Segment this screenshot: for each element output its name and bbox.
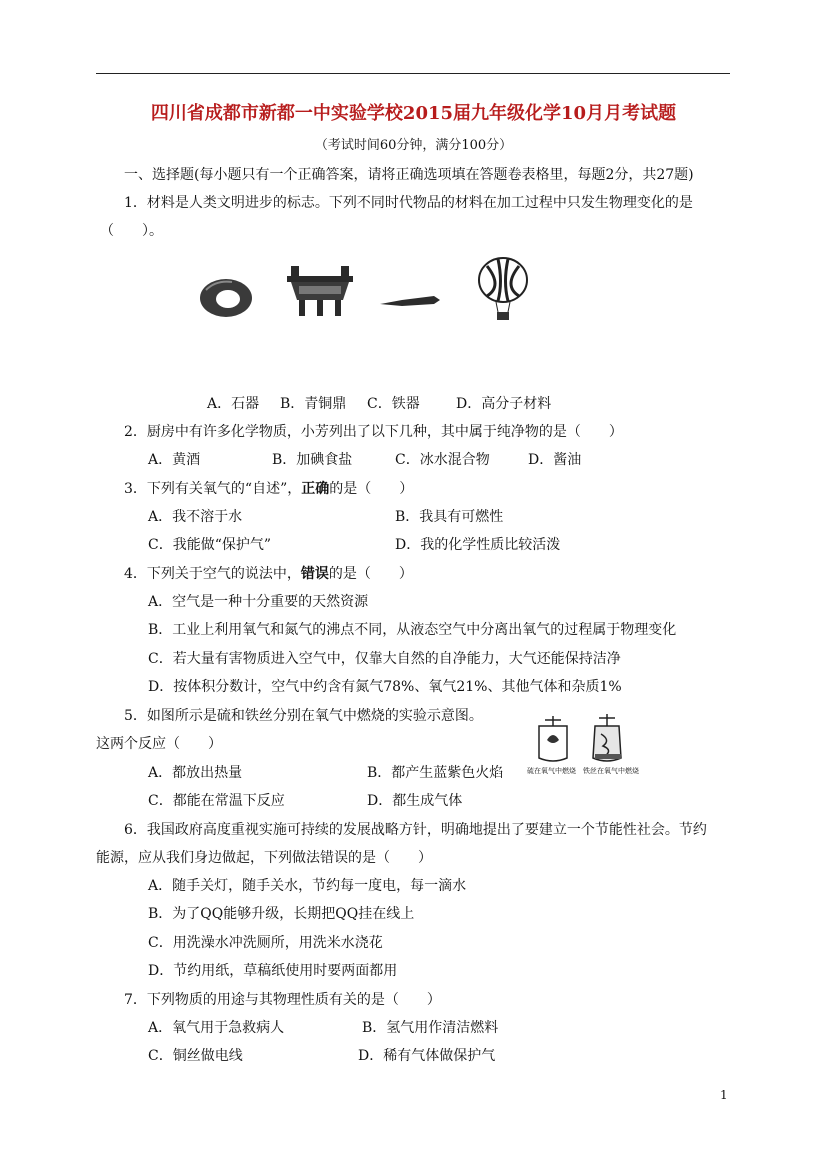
- question-2-option-a: A．黄酒: [148, 452, 201, 468]
- question-1-option-b: B．青铜鼎: [280, 396, 347, 412]
- question-4-stem: [124, 563, 413, 583]
- question-7-stem: 7．下列物质的用途与其物理性质有关的是（ ）: [124, 992, 441, 1008]
- question-2-option-b: B．加碘食盐: [272, 452, 353, 468]
- page-number: 1: [720, 1088, 728, 1102]
- question-4-option-b: B．工业上利用氧气和氮气的沸点不同，从液态空气中分离出氧气的过程属于物理变化: [148, 622, 677, 638]
- question-6-option-b: B．为了QQ能够升级，长期把QQ挂在线上: [148, 906, 415, 922]
- figure-caption-sulfur: 硫在氧气中燃烧: [527, 767, 576, 775]
- question-1-option-c: C．铁器: [367, 396, 420, 412]
- question-5-stem-cont: 这两个反应（ ）: [96, 736, 222, 752]
- question-1-option-a: A．石器: [207, 396, 260, 412]
- section-heading: 一、选择题(每小题只有一个正确答案，请将正确选项填在答题卷表格里，每题2分，共27题): [124, 167, 694, 183]
- question-4-option-d: D．按体积分数计，空气中约含有氮气78%、氧气21%、其他气体和杂质1%: [148, 679, 622, 695]
- question-7-option-d: D．稀有气体做保护气: [358, 1048, 496, 1064]
- question-6-option-d: D．节约用纸，草稿纸使用时要两面都用: [148, 963, 398, 979]
- question-7-option-a: A．氧气用于急救病人: [148, 1020, 285, 1036]
- question-1-stem: 1．材料是人类文明进步的标志。下列不同时代物品的材料在加工过程中只发生物理变化的是: [124, 195, 693, 211]
- exam-info: （考试时间60分钟，满分100分）: [314, 138, 513, 153]
- question-3-option-b: B．我具有可燃性: [395, 509, 504, 525]
- question-4-option-a: A．空气是一种十分重要的天然资源: [148, 594, 369, 610]
- header-rule: [96, 73, 730, 74]
- question-4-stem-emphasis: 错误: [300, 566, 329, 582]
- question-5-option-c: C．都能在常温下反应: [148, 793, 285, 809]
- question-3-stem-pre: 3．下列有关氧气的“自述”，: [124, 481, 302, 497]
- question-5-option-b: B．都产生蓝紫色火焰: [367, 765, 504, 781]
- question-3-stem: [124, 478, 413, 498]
- question-7-option-c: C．铜丝做电线: [148, 1048, 243, 1064]
- question-3-option-c: C．我能做“保护气”: [148, 537, 272, 553]
- stone-tool-icon: [196, 272, 256, 320]
- question-2-option-d: D．酱油: [528, 452, 582, 468]
- combustion-apparatus-figure: [525, 712, 643, 766]
- question-4-stem-pre: 4．下列关于空气的说法中，: [124, 566, 301, 582]
- question-6-stem-cont: 能源，应从我们身边做起，下列做法错误的是（ ）: [96, 850, 432, 866]
- question-1-stem-cont: （ ）。: [100, 223, 163, 239]
- question-6-stem: 6．我国政府高度重视实施可持续的发展战略方针，明确地提出了要建立一个节能性社会。节约: [124, 822, 707, 838]
- question-5-stem: 5．如图所示是硫和铁丝分别在氧气中燃烧的实验示意图。: [124, 708, 483, 724]
- question-7-option-b: B．氢气用作清洁燃料: [362, 1020, 499, 1036]
- question-6-option-a: A．随手关灯，随手关水，节约每一度电，每一滴水: [148, 878, 467, 894]
- question-4-option-c: C．若大量有害物质进入空气中，仅靠大自然的自净能力，大气还能保持洁净: [148, 651, 621, 667]
- question-2-option-c: C．冰水混合物: [395, 452, 490, 468]
- page-title: 四川省成都市新都一中实验学校2015届九年级化学10月月考试题: [150, 103, 677, 124]
- question-3-option-a: A．我不溶于水: [148, 509, 243, 525]
- question-6-option-c: C．用洗澡水冲洗厕所，用洗米水浇花: [148, 935, 383, 951]
- question-3-option-d: D．我的化学性质比较活泼: [395, 537, 561, 553]
- question-5-option-d: D．都生成气体: [367, 793, 463, 809]
- question-5-option-a: A．都放出热量: [148, 765, 243, 781]
- hot-air-balloon-icon: [474, 256, 532, 322]
- question-3-stem-emphasis: 正确: [301, 481, 330, 497]
- bronze-ding-icon: [285, 260, 355, 318]
- iron-tool-icon: [378, 290, 442, 312]
- question-1-option-d: D．高分子材料: [456, 396, 552, 412]
- question-4-stem-post: 的是（ ）: [328, 566, 413, 582]
- question-3-stem-post: 的是（ ）: [329, 481, 414, 497]
- question-2-stem: 2．厨房中有许多化学物质，小芳列出了以下几种，其中属于纯净物的是（ ）: [124, 424, 623, 440]
- figure-caption-iron: 铁丝在氧气中燃烧: [583, 767, 639, 775]
